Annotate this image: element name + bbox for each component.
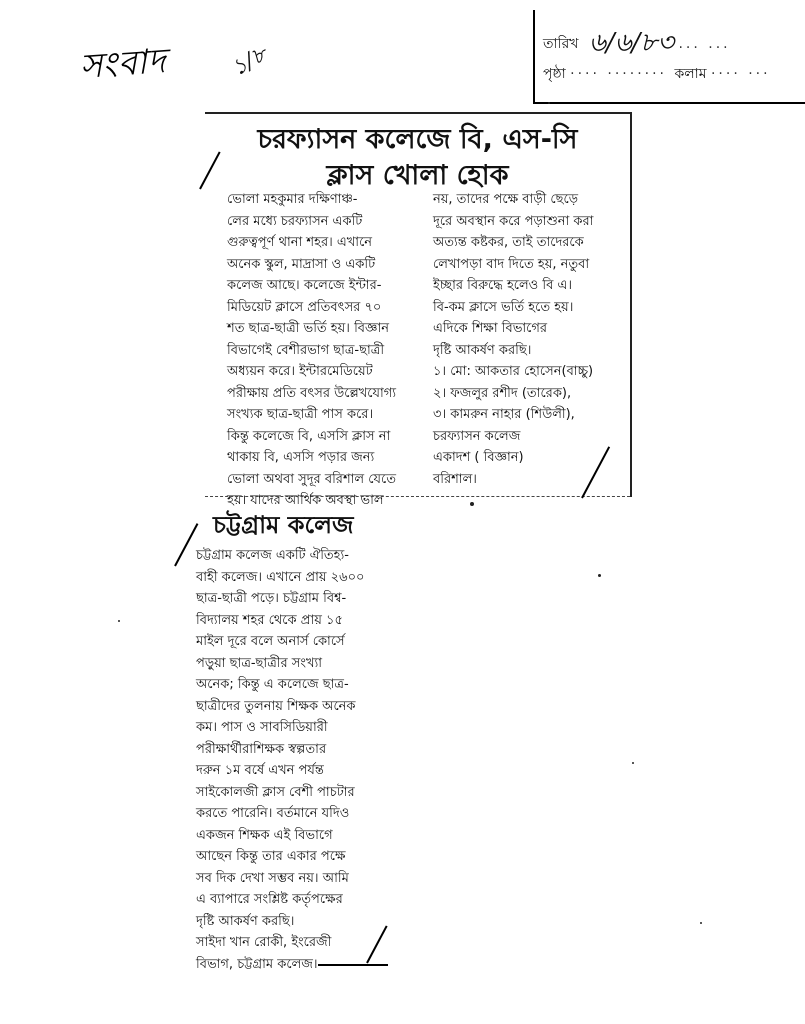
headline-line-1: চরফ্যাসন কলেজে বি, এস-সি: [257, 124, 578, 155]
stamp-dots: ···· ········: [570, 66, 675, 82]
article-left-column: ভোলা মহকুমার দক্ষিণাঞ্চ- লের মধ্যে চরফ্যাসন একটি গুরুত্বপূর্ণ থানা শহর। এখানে অনেক স্কুল, মাদ্রাসা ও একটি কলেজ আছে। কলেজে ইন্টার- মিডিয়েট ক্লাসে প্রতিবৎসর ৭০ শত ছাত্র-ছাত্রী ভর্তি হয়। বিজ্ঞান বিভাগেই বেশীরভাগ ছাত্র-ছাত্রী অধ্যয়ন করে। ইন্টারমেডিয়েট পরীক্ষায় প্রতি বৎসর উল্লেখযোগ্য সংখ্যক ছাত্র-ছাত্রী পাস করে। কিন্তু কলেজে বি, এসসি ক্লাস না থাকায় বি, এসসি পড়ার জন্য ভোলা অথবা সুদূর বরিশাল যেতে হয়। যাদের আর্থিক অবস্থা ভাল: [227, 192, 397, 508]
scan-speck: [548, 102, 550, 104]
stamp-date-label: তারিখ: [543, 36, 579, 52]
scan-speck: [700, 922, 702, 924]
pen-mark: [318, 964, 388, 966]
handwritten-page-note: ১/৮: [227, 41, 272, 82]
stamp-column-label: কলাম: [674, 66, 707, 82]
stamp-date-value: ৬/৬/৮৩: [588, 28, 675, 58]
sub-article-body: চট্টগ্রাম কলেজ একটি ঐতিহ্য- বাহী কলেজ। এখানে প্রায় ২৬০০ ছাত্র-ছাত্রী পড়ে। চট্টগ্রাম বিশ্ব- বিদ্যালয় শহর থেকে প্রায় ১৫ মাইল দূরে বলে অনার্স কোর্সে পড়ুয়া ছাত্র-ছাত্রীর সংখ্যা অনেক; কিন্তু এ কলেজে ছাত্র- ছাত্রীদের তুলনায় শিক্ষক অনেক কম। পাস ও সাবসিডিয়ারী পরীক্ষার্থীরাশিক্ষক স্বল্পতার দরুন ১ম বর্ষে এখন পর্যন্ত সাইকোলজী ক্লাস বেশী পাচটার করতে পারেনি। বর্তমানে যদিও একজন শিক্ষক এই বিভাগে আছেন কিন্তু তার একার পক্ষে সব দিক দেখা সম্ভব নয়। আমি এ ব্যাপারে সংশ্লিষ্ট কর্তৃপক্ষের দৃষ্টি আকর্ষণ করছি। সাইদা খান রোকী, ইংরেজী বিভাগ, চট্টগ্রাম কলেজ।: [196, 548, 365, 972]
scan-speck: [598, 574, 601, 577]
stamp-date-row: [543, 22, 731, 66]
scan-speck: [470, 502, 474, 506]
stamp-dots: ···· ···: [710, 66, 771, 82]
archive-stamp: [533, 10, 805, 104]
scan-speck: [118, 620, 120, 622]
sub-article-headline: চট্টগ্রাম কলেজ: [213, 511, 354, 539]
article-right-column: নয়, তাদের পক্ষে বাড়ী ছেড়ে দূরে অবস্থান করে পড়াশুনা করা অত্যন্ত কষ্টকর, তাই তাদেরকে লেখাপড়া বাদ দিতে হয়, নতুবা ইচ্ছার বিরুদ্ধে হলেও বি এ। বি-কম ক্লাসে ভর্তি হতে হয়। এদিকে শিক্ষা বিভাগের দৃষ্টি আকর্ষণ করছি। ১। মো: আকতার হোসেন(বাচ্চু) ২। ফজলুর রশীদ (তারেক), ৩। কামরুন নাহার (শিউলী), চরফ্যাসন কলেজ একাদশ ( বিজ্ঞান) বরিশাল।: [433, 192, 594, 487]
scan-speck: [632, 762, 634, 764]
sub-clipping: [168, 497, 404, 972]
news-clipping: [205, 112, 632, 508]
stamp-dots: ... ...: [678, 36, 731, 52]
handwritten-source-note: সংবাদ: [78, 41, 168, 87]
stamp-page-row: [543, 62, 771, 86]
stamp-page-label: পৃষ্ঠা: [543, 66, 566, 82]
article-headline: [205, 122, 630, 194]
headline-line-2: ক্লাস খোলা হোক: [326, 160, 509, 191]
